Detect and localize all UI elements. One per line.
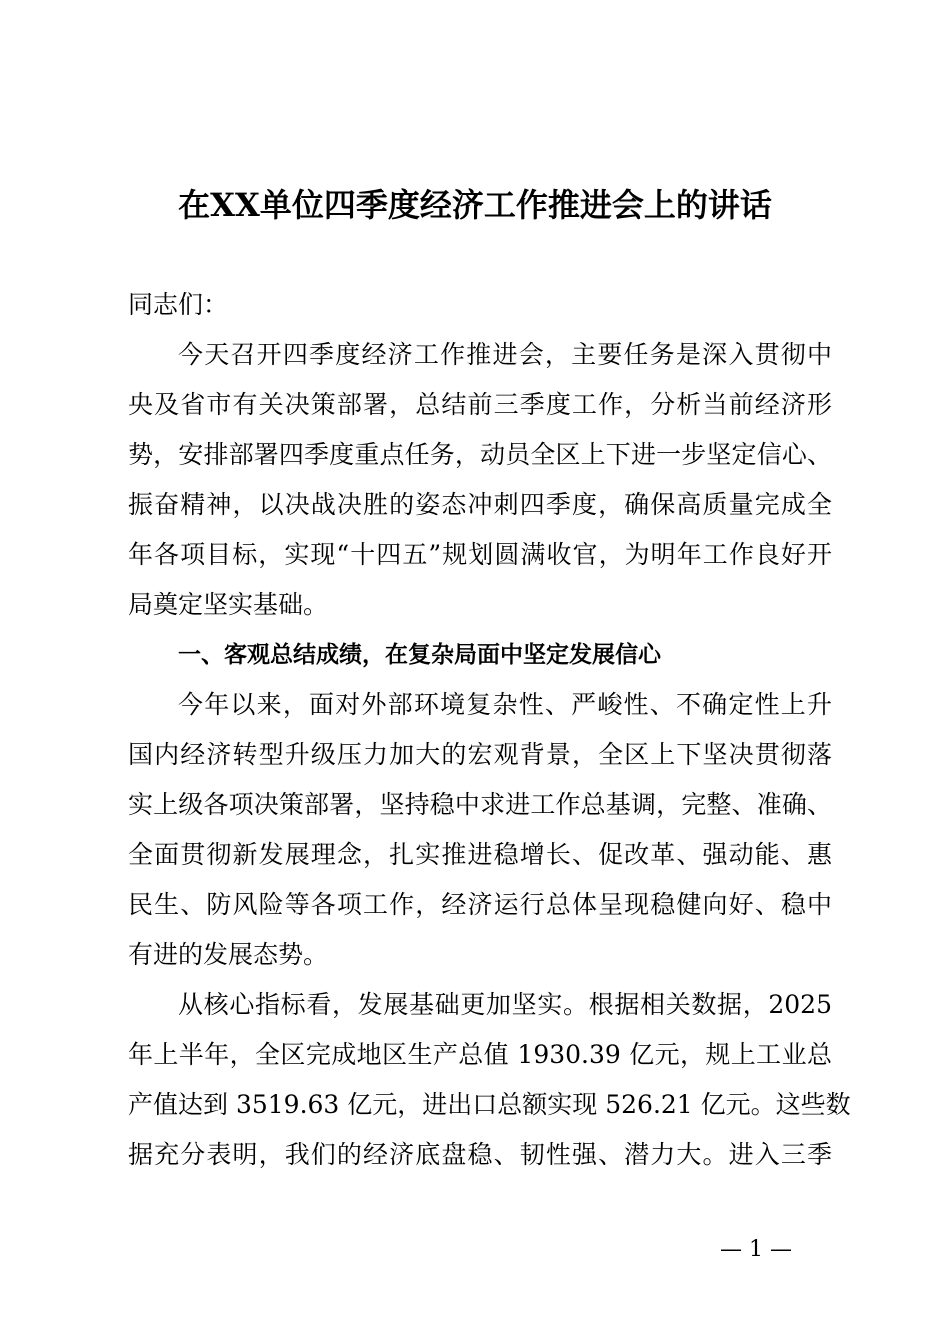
paragraph-line: 产值达到 3519.63 亿元，进出口总额实现 526.21 亿元。这些数 — [128, 1090, 851, 1119]
paragraph-line: 年各项目标，实现“十四五”规划圆满收官，为明年工作良好开 — [128, 540, 832, 569]
paragraph-intro — [128, 330, 832, 630]
paragraph-line: 从核心指标看，发展基础更加坚实。根据相关数据，2025 — [178, 990, 832, 1019]
paragraph-line: 国内经济转型升级压力加大的宏观背景，全区上下坚决贯彻落 — [128, 740, 832, 769]
paragraph-line: 今年以来，面对外部环境复杂性、严峻性、不确定性上升 — [178, 690, 832, 719]
paragraph-line: 实上级各项决策部署，坚持稳中求进工作总基调，完整、准确、 — [128, 790, 832, 819]
paragraph-line: 据充分表明，我们的经济底盘稳、韧性强、潜力大。进入三季 — [128, 1140, 832, 1169]
paragraph-line: 振奋精神，以决战决胜的姿态冲刺四季度，确保高质量完成全 — [128, 490, 832, 519]
section-heading: 一、客观总结成绩，在复杂局面中坚定发展信心 — [178, 642, 661, 668]
paragraph-line: 年上半年，全区完成地区生产总值 1930.39 亿元，规上工业总 — [128, 1040, 832, 1069]
document-title: 在XX单位四季度经济工作推进会上的讲话 — [178, 186, 772, 224]
paragraph-indicators — [128, 980, 851, 1180]
paragraph-line: 今天召开四季度经济工作推进会，主要任务是深入贯彻中 — [178, 340, 832, 369]
paragraph-line: 势，安排部署四季度重点任务，动员全区上下进一步坚定信心、 — [128, 440, 832, 469]
paragraph-line: 央及省市有关决策部署，总结前三季度工作，分析当前经济形 — [128, 390, 832, 419]
paragraph-line: 全面贯彻新发展理念，扎实推进稳增长、促改革、强动能、惠 — [128, 840, 832, 869]
paragraph-achievements — [128, 680, 832, 980]
paragraph-line: 局奠定坚实基础。 — [128, 590, 329, 619]
document-body — [128, 280, 851, 1180]
paragraph-line: 有进的发展态势。 — [128, 940, 329, 969]
paragraph-line: 民生、防风险等各项工作，经济运行总体呈现稳健向好、稳中 — [128, 890, 832, 919]
salutation: 同志们： — [128, 290, 229, 319]
page-number: — 1 — — [720, 1237, 792, 1262]
